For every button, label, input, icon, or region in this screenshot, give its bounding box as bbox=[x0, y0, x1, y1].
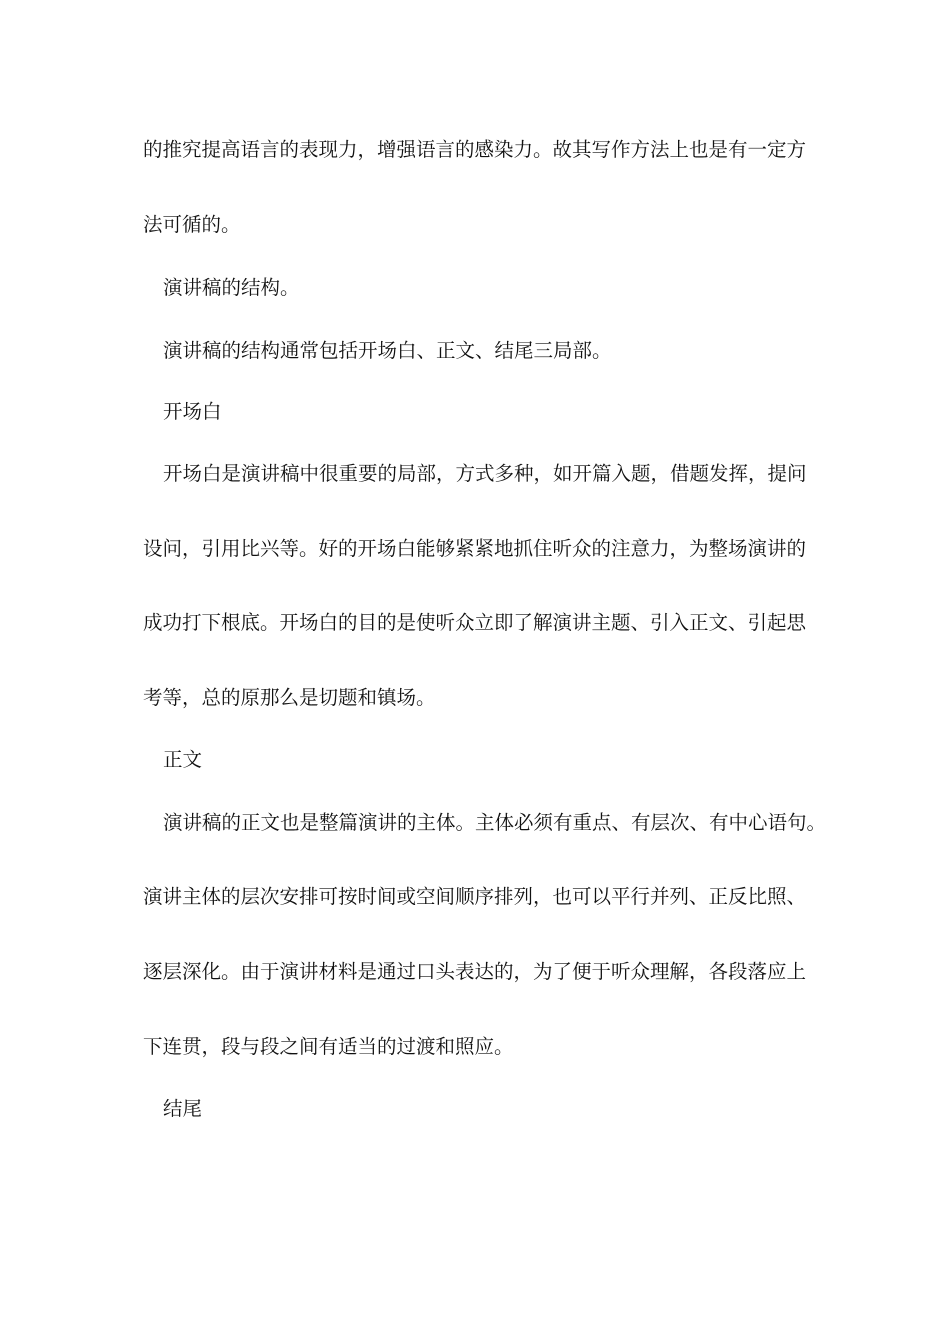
section-heading: 结尾 bbox=[163, 1097, 203, 1120]
section-heading: 开场白 bbox=[163, 400, 222, 423]
paragraph-line: 考等，总的原那么是切题和镇场。 bbox=[143, 686, 436, 709]
paragraph-line: 法可循的。 bbox=[143, 213, 241, 236]
paragraph-line: 逐层深化。由于演讲材料是通过口头表达的，为了便于听众理解，各段落应上 bbox=[143, 960, 807, 983]
paragraph-line: 设问，引用比兴等。好的开场白能够紧紧地抓住听众的注意力，为整场演讲的 bbox=[143, 537, 807, 560]
paragraph-line: 成功打下根底。开场白的目的是使听众立即了解演讲主题、引入正文、引起思 bbox=[143, 611, 807, 634]
paragraph-line: 下连贯，段与段之间有适当的过渡和照应。 bbox=[143, 1035, 514, 1058]
paragraph-line: 演讲稿的正文也是整篇演讲的主体。主体必须有重点、有层次、有中心语句。 bbox=[163, 811, 827, 834]
paragraph-line: 开场白是演讲稿中很重要的局部，方式多种，如开篇入题，借题发挥，提问 bbox=[163, 462, 807, 485]
section-heading: 正文 bbox=[163, 748, 203, 771]
paragraph-line: 演讲稿的结构通常包括开场白、正文、结尾三局部。 bbox=[163, 339, 612, 362]
paragraph-line: 演讲主体的层次安排可按时间或空间顺序排列，也可以平行并列、正反比照、 bbox=[143, 885, 807, 908]
section-heading: 演讲稿的结构。 bbox=[163, 276, 300, 299]
paragraph-line: 的推究提高语言的表现力，增强语言的感染力。故其写作方法上也是有一定方 bbox=[143, 138, 807, 161]
